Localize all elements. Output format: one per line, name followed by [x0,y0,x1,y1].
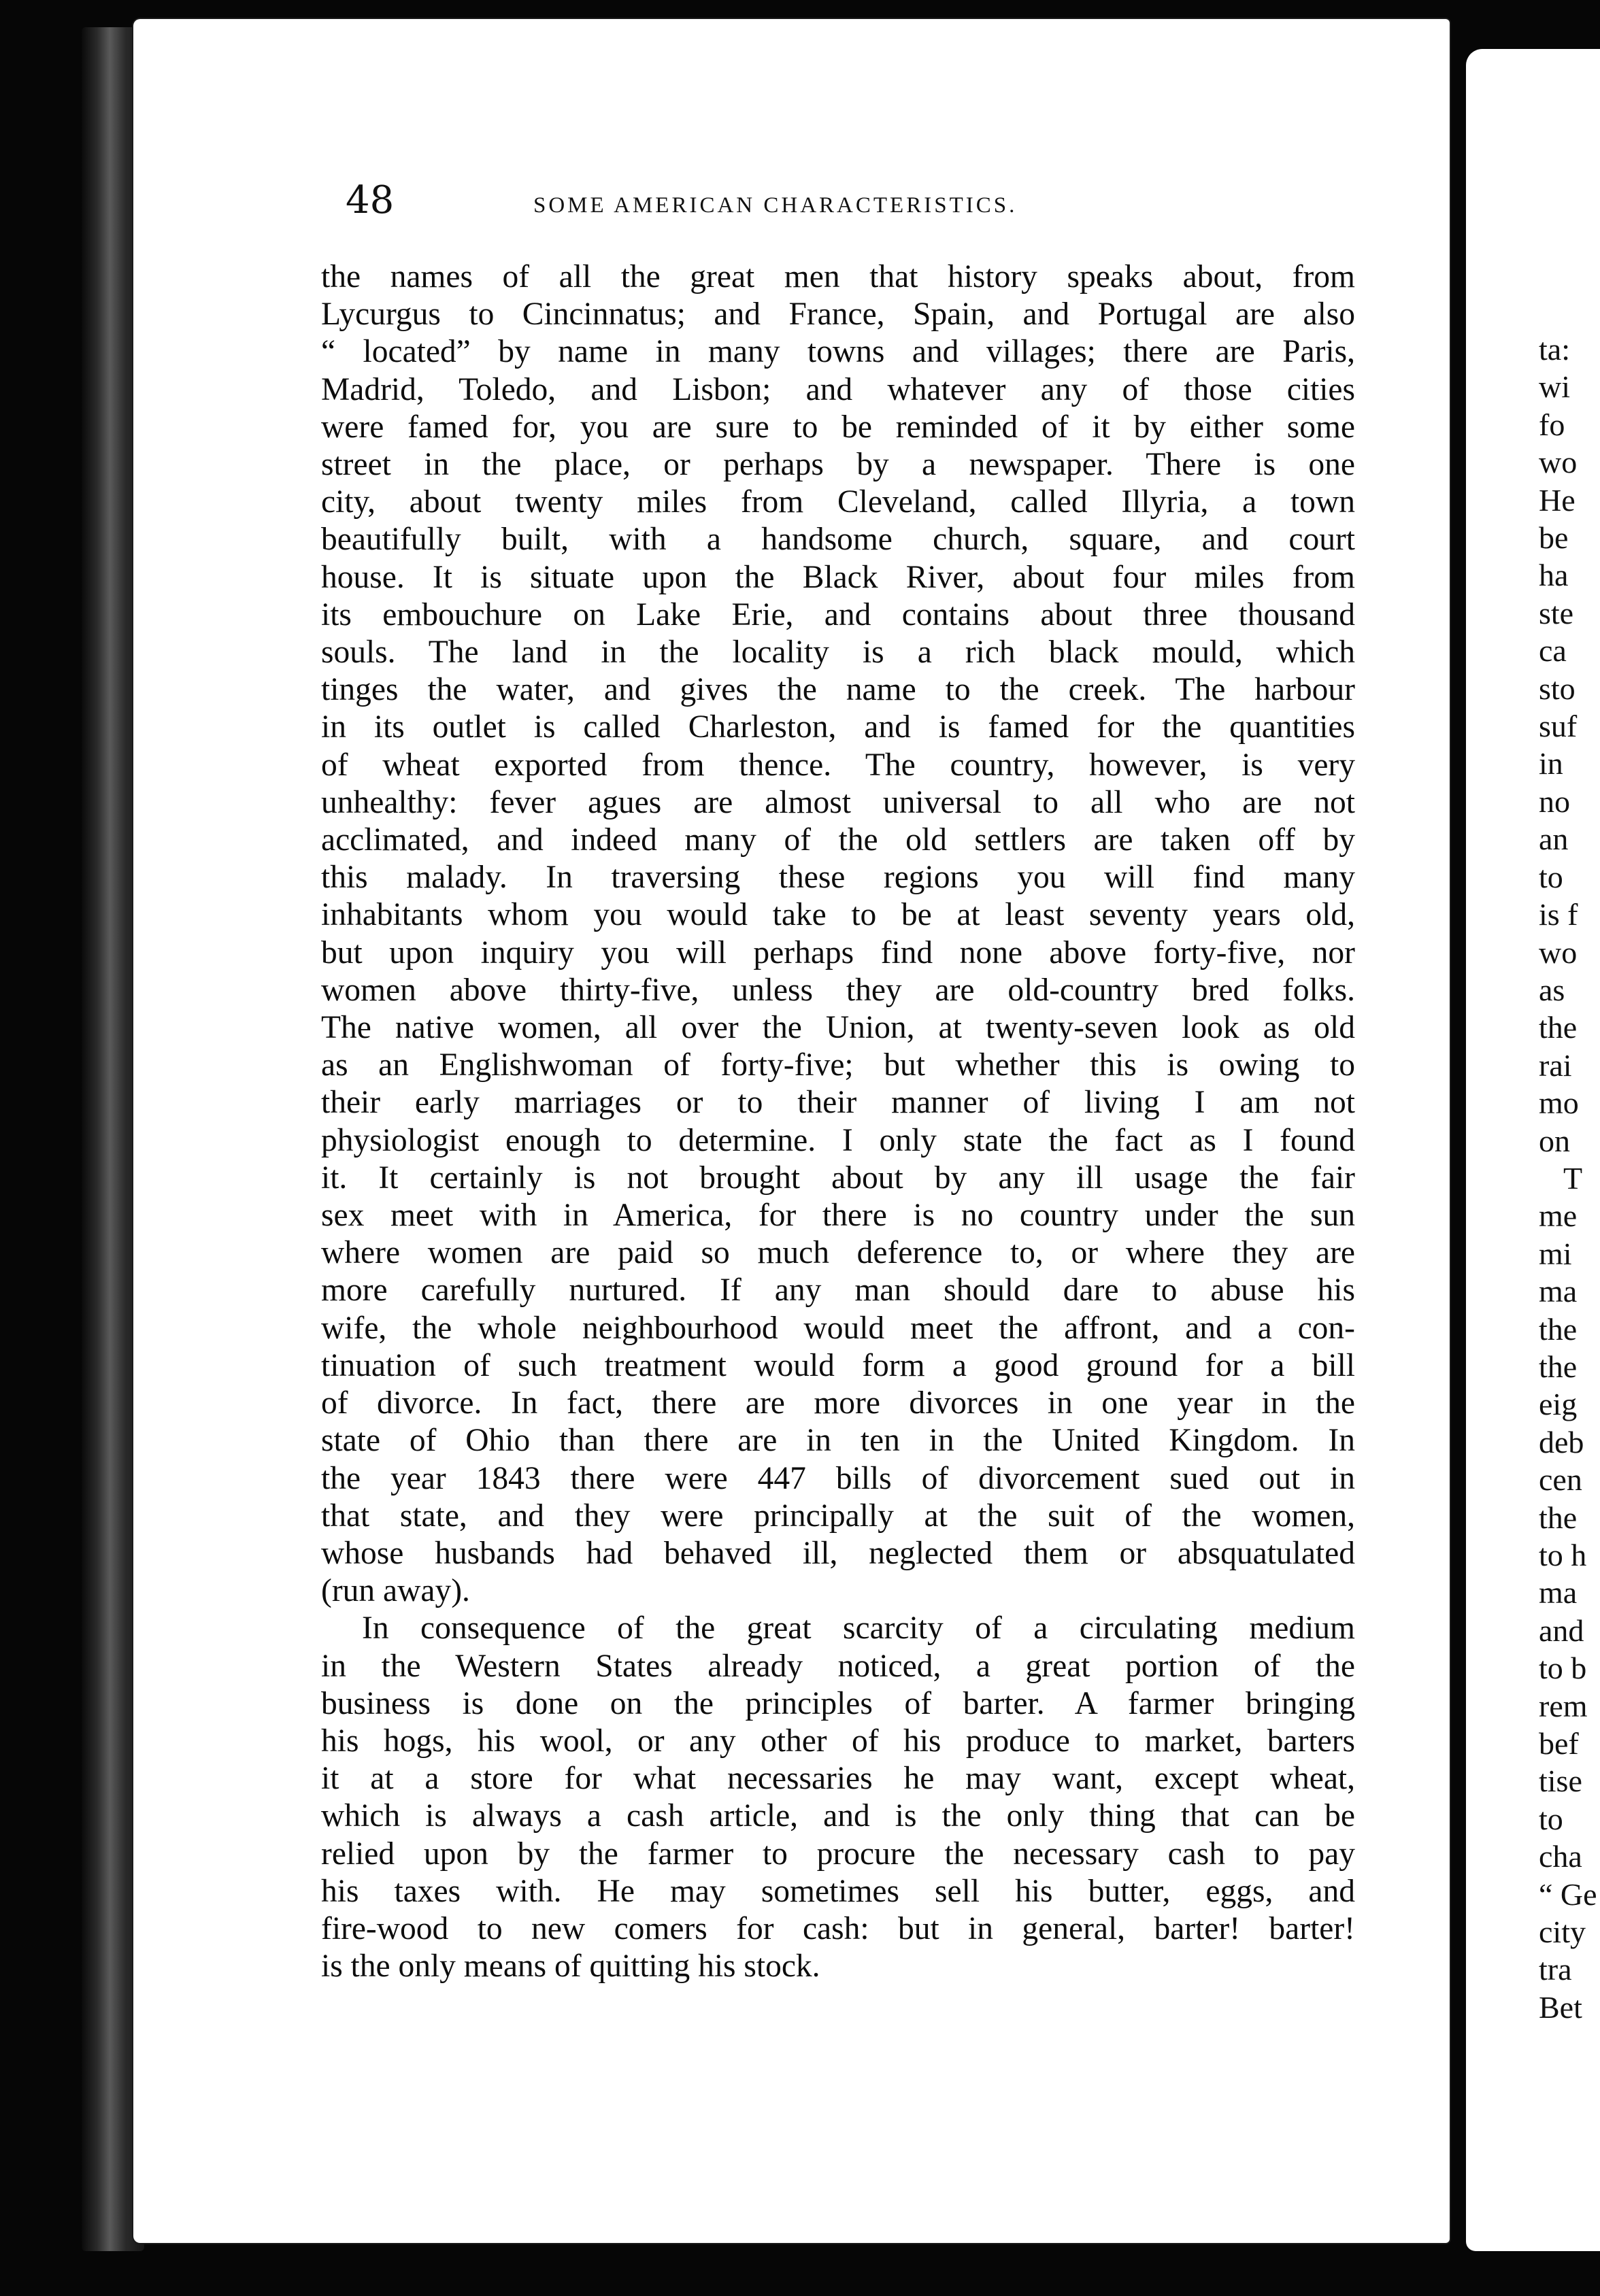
facing-text-fragment: He [1539,482,1576,518]
text-line: sex meet with in America, for there is no country under the sun [321,1198,1355,1234]
facing-text-fragment: ta: [1539,332,1570,367]
text-line: street in the place, or perhaps by a newspaper. There is one [321,447,1355,483]
text-line: acclimated, and indeed many of the old settlers are taken off by [321,822,1355,858]
page-number: 48 [346,178,395,222]
facing-text-fragment: ma [1539,1575,1578,1610]
facing-text-fragment: an [1539,822,1569,857]
facing-text-fragment: the [1539,1311,1578,1347]
text-line: more carefully nurtured. If any man should dare to abuse his [321,1272,1355,1309]
text-line: as an Englishwoman of forty-five; but whether this is owing to [321,1047,1355,1083]
facing-text-fragment: be [1539,520,1569,556]
text-line: the year 1843 there were 447 bills of divorcement sued out in [321,1460,1355,1496]
text-line: the names of all the great men that history speaks about, from [321,259,1355,294]
facing-text-fragment: is f [1539,897,1578,932]
facing-text-fragment: ha [1539,558,1569,593]
facing-text-fragment: and [1539,1613,1584,1648]
text-line: physiologist enough to determine. I only state the fact as I found [321,1122,1355,1158]
text-line: tinges the water, and gives the name to the creek. The harbour [321,672,1355,708]
text-line: its embouchure on Lake Erie, and contains about three thousand [321,596,1355,632]
facing-text-fragment: city [1539,1914,1586,1950]
text-line: inhabitants whom you would take to be at least seventy years old, [321,897,1355,933]
text-line: souls. The land in the locality is a rich black mould, which [321,635,1355,671]
facing-text-fragment: to [1539,859,1563,894]
running-header: SOME AMERICAN CHARACTERISTICS. [533,193,1018,218]
text-line: it at a store for what necessaries he may want, except wheat, [321,1761,1355,1797]
text-line: In consequence of the great scarcity of a circulating medium [362,1610,1355,1647]
text-line: fire-wood to new comers for cash: but in general, barter! barter! [321,1910,1355,1946]
text-line: their early marriages or to their manner of living I am not [321,1085,1355,1121]
facing-text-fragment: deb [1539,1424,1584,1459]
facing-page [1466,49,1600,2251]
text-line: in the Western States already noticed, a great portion of the [321,1648,1355,1684]
facing-text-fragment: wo [1539,934,1578,970]
facing-text-fragment: cha [1539,1839,1582,1874]
facing-text-fragment: tise [1539,1763,1582,1799]
facing-page-text [1539,331,1600,2026]
text-line: of divorce. In fact, there are more divorces in one year in the [321,1385,1355,1421]
text-line: whose husbands had behaved ill, neglected them or absquatulated [321,1535,1355,1571]
facing-text-fragment: to [1539,1801,1563,1836]
text-line: were famed for, you are sure to be reminded of it by either some [321,409,1355,445]
facing-text-fragment: rai [1539,1047,1572,1083]
text-line: beautifully built, with a handsome church, square, and court [321,522,1355,558]
text-line: in its outlet is called Charleston, and is famed for the quantities [321,709,1355,745]
facing-text-fragment: “ Ge [1539,1876,1597,1912]
facing-text-fragment: on [1539,1123,1570,1158]
facing-text-fragment: cen [1539,1462,1582,1498]
text-line: house. It is situate upon the Black River, about four miles from [321,559,1355,595]
facing-text-fragment: to b [1539,1651,1587,1686]
text-line: his taxes with. He may sometimes sell his butter, eggs, and [321,1873,1355,1909]
text-line: it. It certainly is not brought about by any ill usage the fair [321,1160,1355,1196]
text-line: wife, the whole neighbourhood would meet the affront, and a con- [321,1310,1355,1346]
facing-text-fragment: no [1539,783,1570,819]
facing-text-fragment: sto [1539,671,1576,706]
facing-text-fragment: ca [1539,633,1567,669]
text-line: is the only means of quitting his stock. [321,1948,820,1985]
text-line: relied upon by the farmer to procure the necessary cash to pay [321,1836,1355,1872]
facing-text-fragment: the [1539,1010,1578,1045]
text-line: but upon inquiry you will perhaps find none above forty-five, nor [321,934,1355,970]
facing-text-fragment: T [1563,1160,1583,1196]
facing-text-fragment: wo [1539,445,1578,480]
body-text [321,258,1355,1985]
facing-text-fragment: the [1539,1349,1578,1384]
facing-text-fragment: suf [1539,709,1578,744]
text-line: of wheat exported from thence. The country, however, is very [321,747,1355,783]
facing-text-fragment: to h [1539,1538,1587,1572]
facing-text-fragment: bef [1539,1726,1579,1761]
facing-text-fragment: wi [1539,369,1570,405]
text-line: “ located” by name in many towns and villages; there are Paris, [321,334,1355,370]
text-line: (run away). [321,1573,470,1609]
facing-text-fragment: mo [1539,1085,1579,1121]
text-line: this malady. In traversing these regions you will find many [321,860,1355,896]
facing-text-fragment: Bet [1539,1989,1582,2025]
text-line: Lycurgus to Cincinnatus; and France, Spain, and Portugal are also [321,297,1355,333]
text-line: city, about twenty miles from Cleveland, called Illyria, a town [321,484,1355,520]
text-line: unhealthy: fever agues are almost universal to all who are not [321,784,1355,820]
facing-text-fragment: the [1539,1500,1578,1535]
facing-text-fragment: mi [1539,1236,1572,1271]
facing-text-fragment: me [1539,1198,1578,1234]
facing-text-fragment: ma [1539,1274,1578,1309]
text-line: his hogs, his wool, or any other of his produce to market, barters [321,1723,1355,1759]
text-line: where women are paid so much deference to, or where they are [321,1235,1355,1271]
text-line: women above thirty-five, unless they are old-country bred folks. [321,972,1355,1008]
facing-text-fragment: as [1539,972,1565,1007]
text-line: which is always a cash article, and is the only thing that can be [321,1798,1355,1834]
facing-text-fragment: fo [1539,407,1565,442]
text-line: The native women, all over the Union, at twenty-seven look as old [321,1010,1355,1046]
facing-text-fragment: tra [1539,1952,1572,1987]
text-line: tinuation of such treatment would form a good ground for a bill [321,1347,1355,1383]
text-line: business is done on the principles of barter. A farmer bringing [321,1685,1355,1721]
facing-text-fragment: ste [1539,595,1574,630]
facing-text-fragment: eig [1539,1387,1578,1422]
text-line: Madrid, Toledo, and Lisbon; and whatever any of those cities [321,371,1355,407]
facing-text-fragment: rem [1539,1688,1588,1723]
facing-text-fragment: in [1539,746,1563,781]
text-line: state of Ohio than there are in ten in the United Kingdom. In [321,1423,1355,1459]
text-line: that state, and they were principally at the suit of the women, [321,1498,1355,1534]
